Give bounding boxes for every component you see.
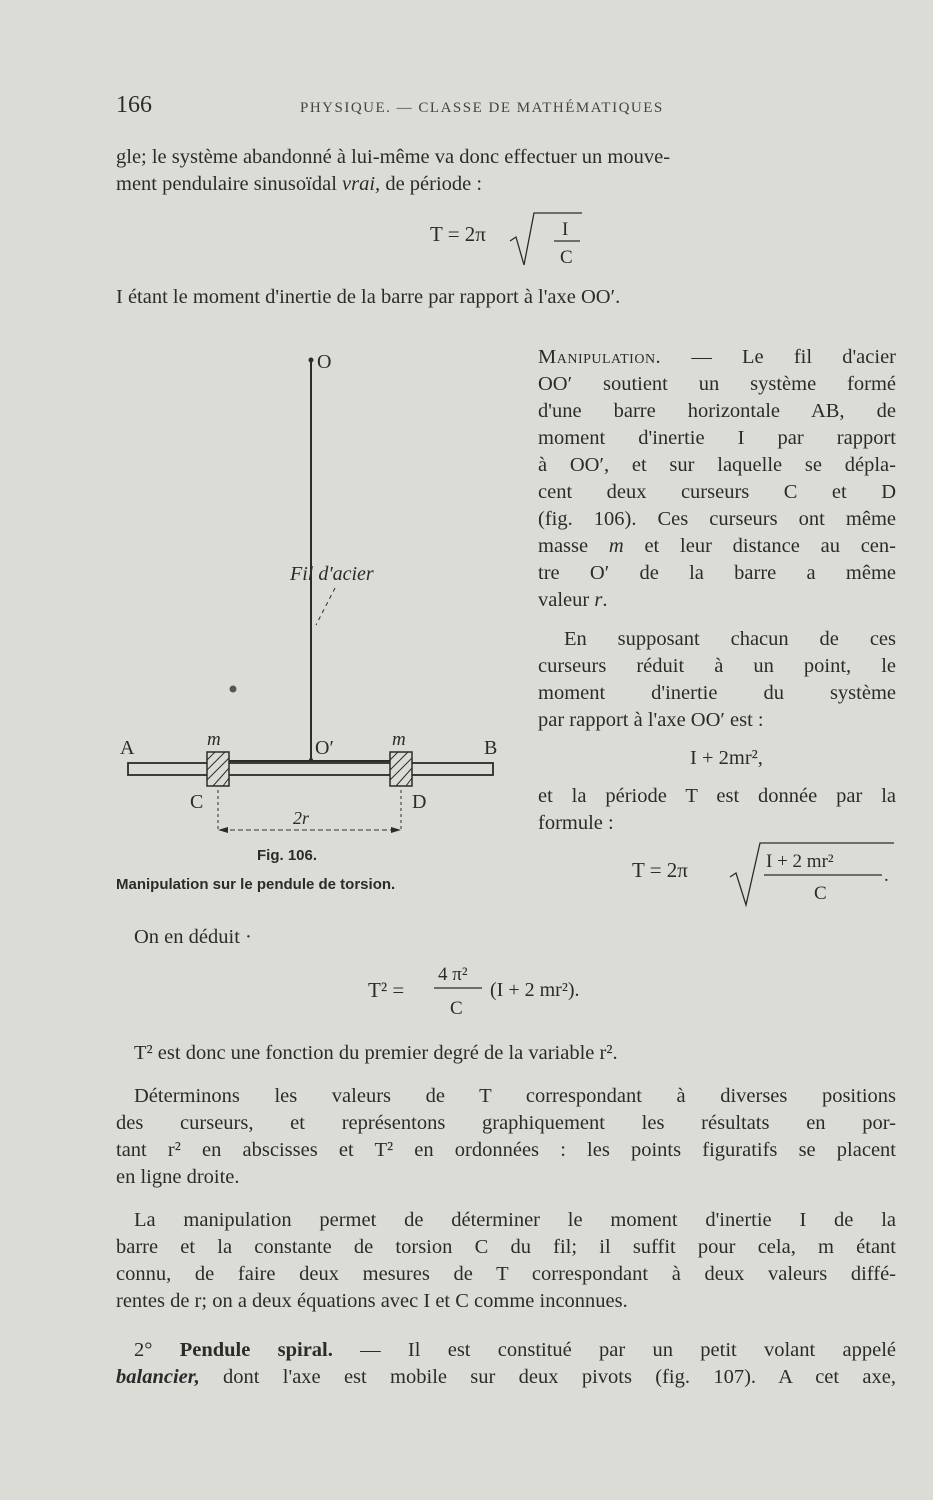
deduction-text: On en déduit · xyxy=(134,926,252,948)
label-C: C xyxy=(190,791,204,813)
body-paragraph-3: La manipulation permet de déterminer le moment d'inertie I de la barre et la constante de torsion C du fil; il suffit pour cela, m étant connu, de faire deux mesures de T correspondant à deux valeurs diffé- rentes de r; on a deux équations avec I et C comme inconnues. xyxy=(116,1209,896,1312)
label-A: A xyxy=(120,737,135,759)
label-D: D xyxy=(412,791,427,813)
formula-period-numerator: I xyxy=(562,219,569,240)
label-B: B xyxy=(484,737,498,759)
formula-period-cursors-radical xyxy=(726,833,896,913)
formula-period: T = 2π xyxy=(430,222,486,246)
intro-line-3: I étant le moment d'inertie de la barre par rapport à l'axe OO′. xyxy=(116,286,621,308)
label-m-right: m xyxy=(392,729,406,750)
inertia-expression: I + 2mr², xyxy=(690,747,763,769)
stray-dot xyxy=(230,686,237,693)
period-intro-paragraph: et la période T est donnée par la formule : xyxy=(538,785,896,834)
formula-period-cursors-denominator: C xyxy=(814,883,827,904)
formula-period-denominator: C xyxy=(560,247,573,268)
suspension-point xyxy=(309,358,314,363)
section-heading-pendule-spiral: Pendule spiral. xyxy=(179,1339,333,1361)
formula-T-squared-rhs: (I + 2 mr²). xyxy=(490,979,580,1001)
figure-torsion-pendulum xyxy=(110,340,520,860)
formula-T-squared: T² = xyxy=(368,978,405,1002)
inertia-paragraph: En supposant chacun de ces curseurs réduit à un point, le moment d'inertie du système par rapport à l'axe OO′ est : xyxy=(538,628,896,731)
body-paragraph-4: 2° Pendule spiral. — Il est constitué par un petit volant appelé balancier, dont l'axe est mobile sur deux pivots (fig. 107). A cet axe, xyxy=(116,1339,896,1388)
page-number: 166 xyxy=(116,92,152,118)
label-2r: 2r xyxy=(293,808,310,828)
cursor-D xyxy=(390,752,412,786)
intro-line-1: gle; le système abandonné à lui-même va donc effectuer un mouve- xyxy=(116,146,671,168)
manipulation-paragraph: Manipulation. — Le fil d'acier OO′ soutient un système formé d'une barre horizontale AB, de moment d'inertie I par rapport à OO′, et sur laquelle se dépla- cent deux curseurs C et D (fig. 106). Ces curseurs ont même masse m et leur distance au cen- tre O′ de la barre a même valeur r. xyxy=(538,346,896,611)
formula-period-cursors-numerator: I + 2 mr² xyxy=(766,851,834,872)
formula-period-radical xyxy=(506,205,586,271)
formula-period-cursors: T = 2π xyxy=(632,858,688,882)
bar-AB xyxy=(128,763,493,775)
body-paragraph-1: T² est donc une fonction du premier degré de la variable r². xyxy=(134,1042,618,1064)
running-title: PHYSIQUE. — CLASSE DE MATHÉMATIQUES xyxy=(300,100,664,116)
formula-T-squared-denominator: C xyxy=(450,998,463,1019)
formula-T-squared-fraction xyxy=(430,952,660,1026)
label-O: O xyxy=(317,351,332,373)
svg-text:.: . xyxy=(884,865,889,886)
body-paragraph-2: Déterminons les valeurs de T correspondant à diverses positions des curseurs, et représentons graphiquement les résultats en por- tant r² en abscisses et T² en ordonnées : les points figuratifs se placent en ligne droite. xyxy=(116,1085,896,1188)
cursor-C xyxy=(207,752,229,786)
figure-caption-title: Fig. 106. xyxy=(257,847,318,864)
figure-caption-text: Manipulation sur le pendule de torsion. xyxy=(116,876,396,893)
intro-line-2: ment pendulaire sinusoïdal vrai, de période : xyxy=(116,173,483,195)
label-m-left: m xyxy=(207,729,221,750)
manipulation-heading: Manipulation. xyxy=(538,346,662,368)
label-O-prime: O′ xyxy=(315,737,334,759)
label-fil-acier: Fil d'acier xyxy=(290,563,374,585)
formula-T-squared-numerator: 4 π² xyxy=(438,964,468,985)
